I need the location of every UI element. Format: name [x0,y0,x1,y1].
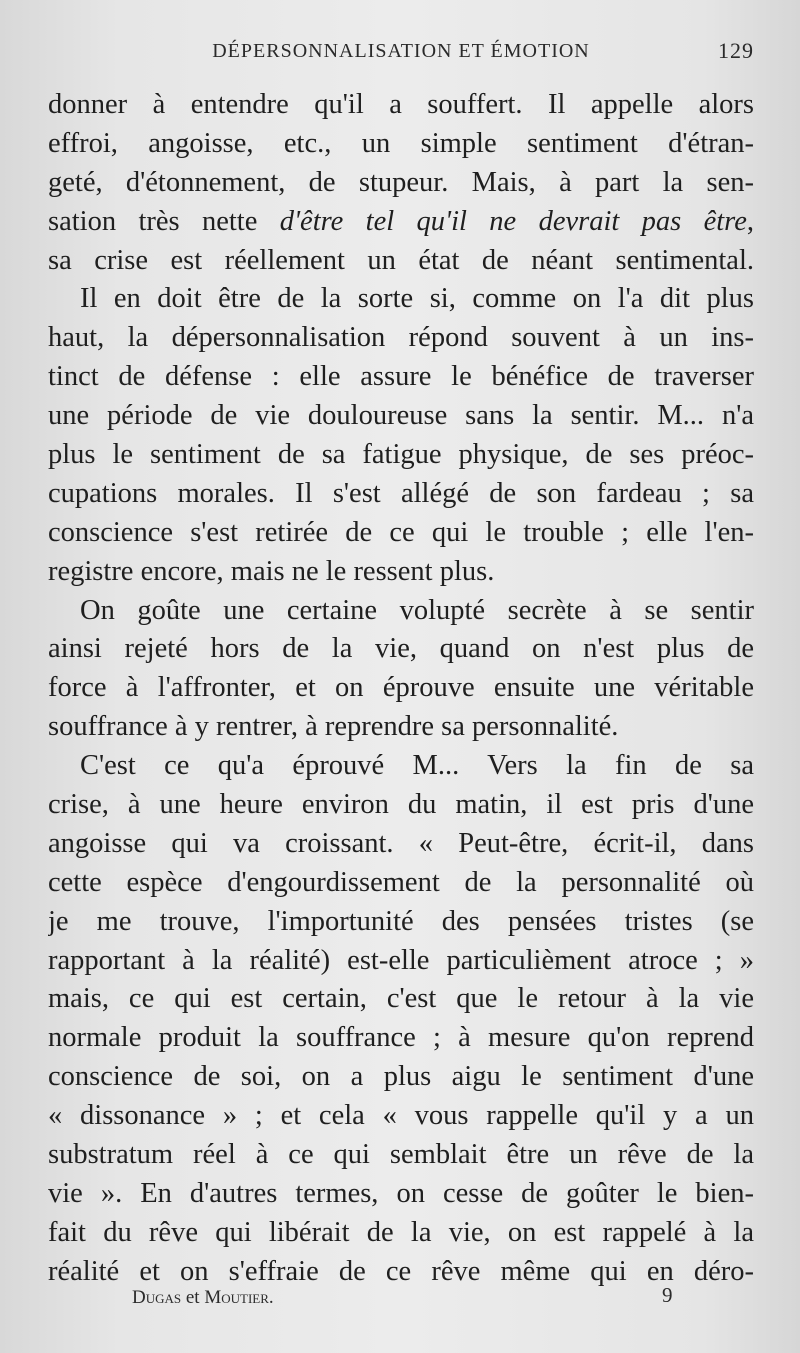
text-span: , [746,205,754,237]
text-line: conscience s'est retirée de ce qui le trouble ; elle l'en- [48,516,754,548]
text-line: réalité et on s'effraie de ce rêve même qui en déro- [48,1255,754,1287]
page-number: 129 [718,38,754,63]
text-line: une période de vie douloureuse sans la sentir. M... n'a [48,400,754,432]
italic-phrase: d'être tel qu'il ne devrait pas être [279,205,747,237]
text-line: ainsi rejeté hors de la vie, quand on n'est plus de [48,633,754,665]
text-line: fait du rêve qui libérait de la vie, on est rappelé à la [48,1216,754,1248]
running-head [48,38,754,64]
text-line: geté, d'étonnement, de stupeur. Mais, à part la sen- [48,166,754,198]
paragraph-start-line: C'est ce qu'a éprouvé M... Vers la fin de sa [80,750,754,782]
paragraph-end-line: souffrance à y rentrer, à reprendre sa personnalité. [48,711,619,743]
text-line: cette espèce d'engourdissement de la personnalité où [48,866,754,898]
author-connector: et [181,1287,205,1308]
text-line: je me trouve, l'importunité des pensées tristes (se [48,905,754,937]
text-line: effroi, angoisse, etc., un simple sentiment d'étran- [48,127,754,159]
paragraph-end-line: registre encore, mais ne le ressent plus. [48,555,495,587]
text-line: mais, ce qui est certain, c'est que le retour à la vie [48,983,754,1015]
page-footer [84,1283,684,1315]
text-span: sation très nette [48,205,280,237]
text-line: angoisse qui va croissant. « Peut-être, écrit-il, dans [48,827,754,859]
text-line: cupations morales. Il s'est allégé de son fardeau ; sa [48,477,754,509]
paragraph-start-line: On goûte une certaine volupté secrète à se sentir [80,594,754,626]
text-line: normale produit la souffrance ; à mesure qu'on reprend [48,1022,754,1054]
author-name: Dugas [132,1287,182,1308]
text-line: « dissonance » ; et cela « vous rappelle qu'il y a un [48,1100,754,1132]
text-line: donner à entendre qu'il a souffert. Il appelle alors [48,89,754,120]
text-line: crise, à une heure environ du matin, il est pris d'une [48,789,754,821]
text-line-with-italic [48,203,754,242]
text-line: vie ». En d'autres termes, on cesse de goûter le bien- [48,1177,754,1209]
text-line: substratum réel à ce qui semblait être un rêve de la [48,1139,754,1171]
text-line: force à l'affronter, et on éprouve ensuite une véritable [48,672,754,704]
text-line: plus le sentiment de sa fatigue physique, de ses préoc- [48,439,754,471]
author-name: Moutier. [204,1287,274,1308]
text-line: haut, la dépersonnalisation répond souvent à un ins- [48,322,754,354]
footer-authors [132,1287,274,1309]
text-line: conscience de soi, on a plus aigu le sentiment d'une [48,1061,754,1093]
signature-mark: 9 [662,1283,673,1307]
paragraph-start-line: Il en doit être de la sorte si, comme on l'a dit plus [80,283,754,315]
body-text [48,86,754,1292]
running-title: DÉPERSONNALISATION ET ÉMOTION [212,40,590,62]
text-line: rapportant à la réalité) est-elle particulièment atroce ; » [48,944,754,976]
text-line: sa crise est réellement un état de néant sentimental. [48,244,754,276]
text-line: tinct de défense : elle assure le bénéfice de traverser [48,361,754,393]
